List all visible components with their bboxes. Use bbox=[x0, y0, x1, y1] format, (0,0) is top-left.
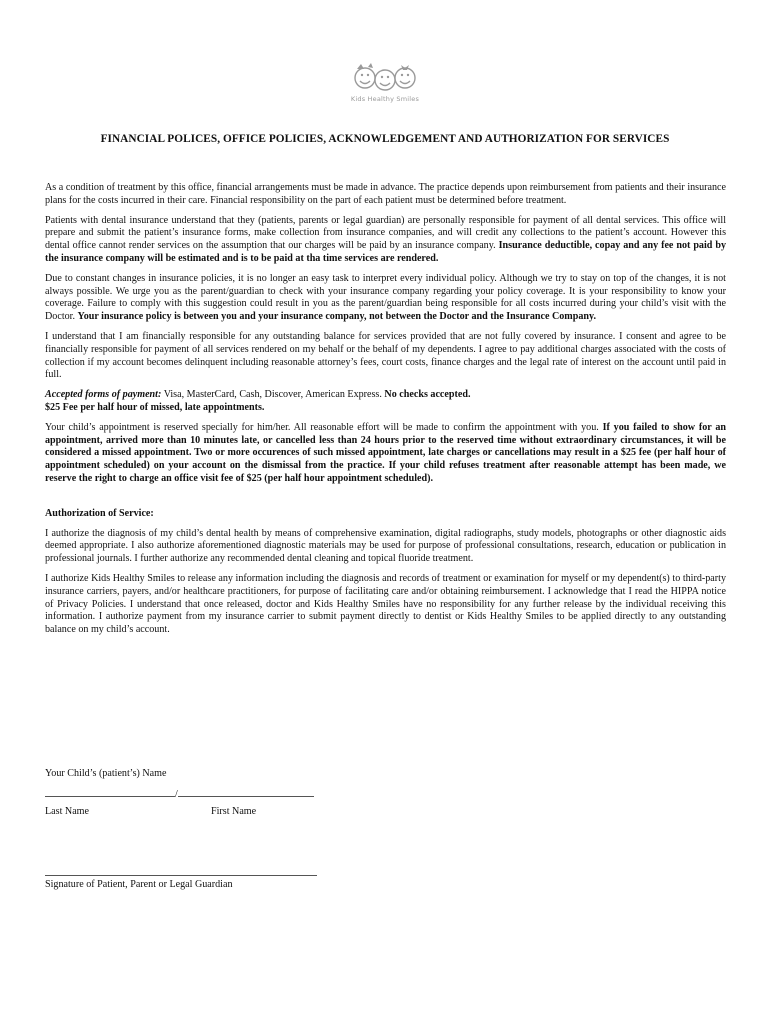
missed-fee-text: $25 Fee per half hour of missed, late appointments. bbox=[45, 401, 265, 413]
signature-label: Signature of Patient, Parent or Legal Guardian bbox=[45, 879, 233, 890]
document-body bbox=[45, 182, 726, 644]
policy-changes-text: Due to constant changes in insurance policies, it is no longer an easy task to interpret every individual policy. Although we try to stay on top of the changes, it is not always possible. We urge you as the parent/guardian to check with your insurance company regarding your policy coverage. It is your responsibility to know your coverage. Failure to comply with this suggestion could result in you as the parent/guardian being responsible for all costs incurred during your child’s visit with the Doctor. bbox=[45, 272, 726, 323]
paragraph-financial-arrangements: As a condition of treatment by this office, financial arrangements must be made in advance. The practice depends upon reimbursement from patients and their insurance plans for the costs incurred in their care. Financial responsibility on the part of each patient must be determined before treatment. bbox=[45, 182, 726, 206]
child-name-label: Your Child’s (patient’s) Name bbox=[45, 768, 167, 779]
policy-changes-bold-text: Your insurance policy is between you and your insurance company, not between the Doctor and the Insurance Company. bbox=[77, 311, 596, 323]
signature-line[interactable] bbox=[45, 874, 317, 876]
payment-label: Accepted forms of payment: bbox=[45, 389, 162, 401]
paragraph-diagnosis-authorization: I authorize the diagnosis of my child’s dental health by means of comprehensive examination, digital radiographs, study models, photographs or other diagnostic aids deemed appropriate. I also authorize aforementioned diagnostic materials may be used for purpose of professional consultations, research, education or publication in professional journals. I further authorize any recommended dental cleaning and topical fluoride treatment. bbox=[45, 527, 726, 565]
appointment-bold-text: If you failed to show for an appointment, arrived more than 10 minutes late, or cancelled less than 24 hours prior to the reserved time without extraordinary circumstances, it will be considered a missed appointment. Two or more occurences of such missed appointment, late charges or cancellations may result in a $25 fee (per half hour of appointment scheduled) on your account on the dismissal from the practice. If your child refuses treatment after reasonable attempt has been made, we reserve the right to charge an office visit fee of $25 (per half hour appointment scheduled). bbox=[45, 421, 726, 484]
insurance-text: Patients with dental insurance understand that they (patients, parents or legal guardian) are personally responsible for payment of all dental services. This office will prepare and submit the patient’s insurance forms, make collection from insurance companies, and will credit any collections to the patient’s account. However this dental office cannot render services on the assumption that our charges will be paid by an insurance company. bbox=[45, 214, 726, 252]
payment-methods: Visa, MasterCard, Cash, Discover, American Express. bbox=[163, 389, 382, 401]
last-name-line[interactable] bbox=[45, 795, 175, 797]
authorization-heading: Authorization of Service: bbox=[45, 507, 154, 519]
first-name-line[interactable] bbox=[178, 795, 314, 797]
paragraph-policy-changes bbox=[45, 273, 726, 324]
last-name-label: Last Name bbox=[45, 806, 90, 817]
smiling-faces-icon bbox=[345, 60, 425, 96]
page-title: FINANCIAL POLICES, OFFICE POLICIES, ACKNOWLEDGEMENT AND AUTHORIZATION FOR SERVICES bbox=[100, 133, 670, 145]
paragraph-financial-responsibility: I understand that I am financially responsible for any outstanding balance for services provided that are not fully covered by insurance. I consent and agree to be financially responsible for payment of all services rendered on my behalf or the behalf of my dependents. I agree to pay additional charges associated with the costs of collection if my account becomes delinquent including reasonable attorney’s fees, court costs, finance charges and the legal rate of interest on the account until paid in full. bbox=[45, 330, 726, 381]
paragraph-appointments bbox=[45, 422, 726, 486]
insurance-bold-text: Insurance deductible, copay and any fee not paid by the insurance company will be estimated and is to be paid at tha time services are rendered. bbox=[45, 240, 727, 264]
paragraph-payment bbox=[45, 389, 726, 415]
no-checks-text: No checks accepted. bbox=[384, 389, 471, 401]
paragraph-release-authorization: I authorize Kids Healthy Smiles to release any information including the diagnosis and records of treatment or examination for myself or my dependent(s) to third-party insurance carriers, payers, and/or healthcare practitioners, for purpose of facilitating care and/or obtaining reimbursement. I acknowledge that I read the HIPPA notice of Privacy Policies. I understand that once released, doctor and Kids Healthy Smiles have no responsibility for any further release by the individual receiving this information. I authorize payment from my insurance carrier to submit payment directly to dentist or Kids Healthy Smiles to be applied directly to any outstanding balance on my child’s account. bbox=[45, 572, 726, 636]
child-name-field[interactable] bbox=[45, 789, 314, 800]
logo-text: Kids Healthy Smiles bbox=[350, 95, 420, 103]
name-separator: / bbox=[175, 789, 178, 800]
appointment-text: Your child’s appointment is reserved specially for him/her. All reasonable effort will be made to confirm the appointment with you. bbox=[45, 421, 599, 433]
kids-healthy-smiles-logo bbox=[345, 60, 425, 108]
first-name-label: First Name bbox=[211, 806, 257, 817]
signature-field[interactable] bbox=[45, 868, 317, 879]
paragraph-dental-insurance bbox=[45, 215, 726, 266]
